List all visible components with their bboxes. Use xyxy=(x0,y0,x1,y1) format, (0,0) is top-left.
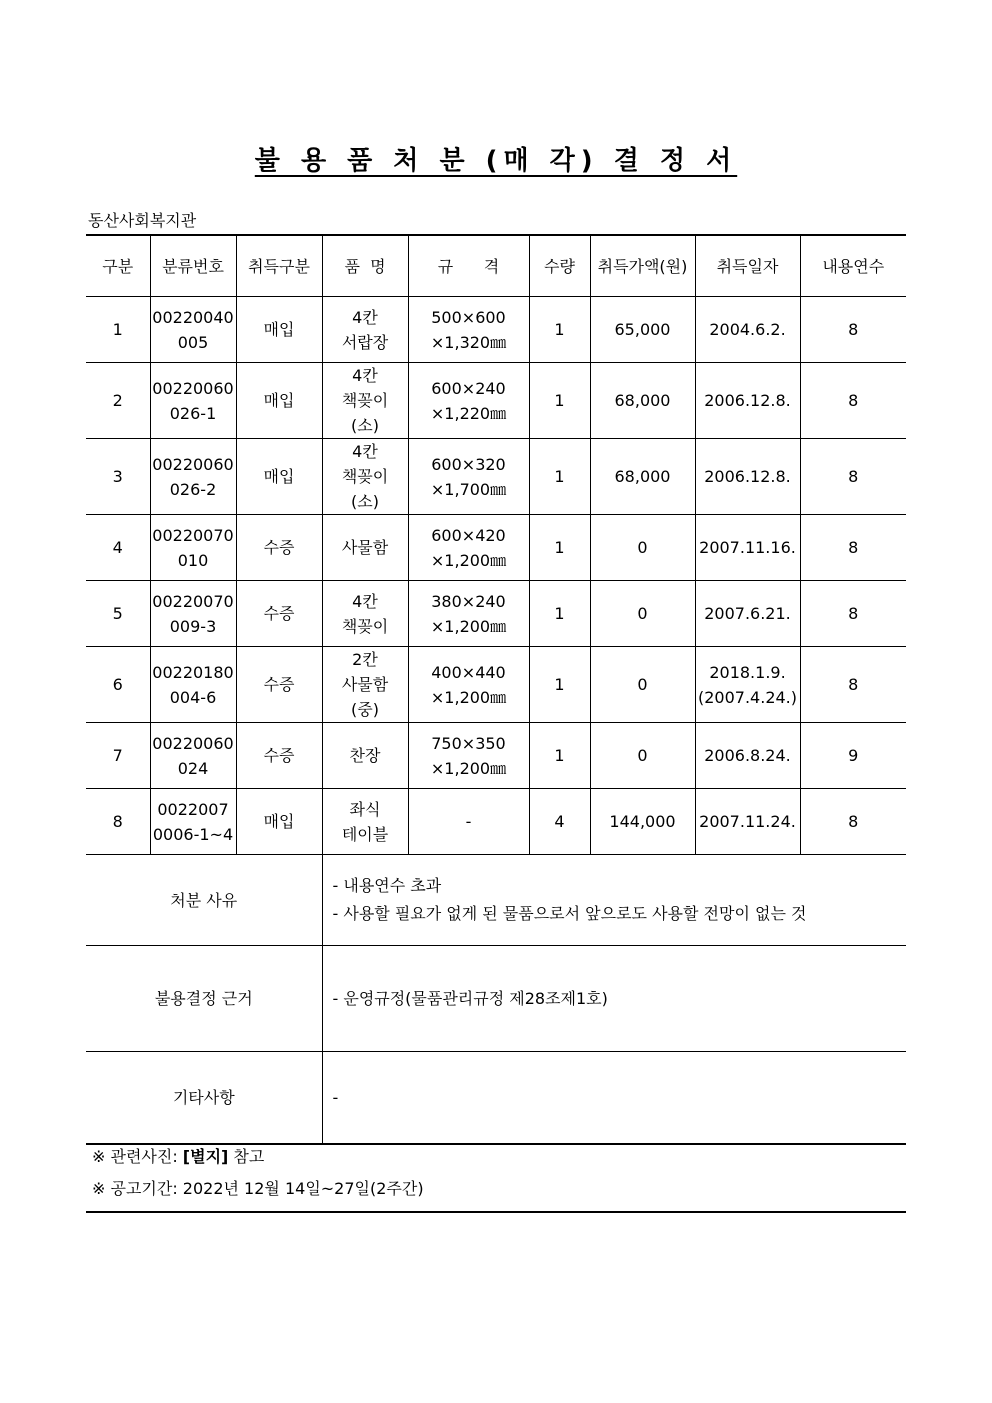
cell-qty: 1 xyxy=(529,515,590,581)
cell-type: 수증 xyxy=(236,647,322,723)
cell-date: 2004.6.2. xyxy=(695,297,800,363)
cell-price: 68,000 xyxy=(590,439,695,515)
cell-code: 00220060 024 xyxy=(150,723,236,789)
table-row xyxy=(86,363,906,439)
other-label: 기타사항 xyxy=(86,1052,322,1144)
cell-qty: 1 xyxy=(529,297,590,363)
cell-no: 2 xyxy=(86,363,150,439)
header-col-code: 분류번호 xyxy=(150,235,236,297)
cell-code: 00220180 004-6 xyxy=(150,647,236,723)
cell-type: 매입 xyxy=(236,363,322,439)
reason-content: - 내용연수 초과 - 사용할 필요가 없게 된 물품으로서 앞으로도 사용할 전망이 없는 것 xyxy=(322,855,906,946)
note-photo-prefix: ※ 관련사진: xyxy=(92,1147,183,1166)
header-col-life: 내용연수 xyxy=(800,235,906,297)
cell-code: 00220060 026-2 xyxy=(150,439,236,515)
cell-price: 0 xyxy=(590,723,695,789)
basis-label: 불용결정 근거 xyxy=(86,946,322,1052)
header-col-type: 취득구분 xyxy=(236,235,322,297)
cell-life: 8 xyxy=(800,363,906,439)
cell-type: 수증 xyxy=(236,515,322,581)
header-col-qty: 수량 xyxy=(529,235,590,297)
table-row xyxy=(86,581,906,647)
cell-date: 2006.8.24. xyxy=(695,723,800,789)
cell-qty: 1 xyxy=(529,647,590,723)
cell-date: 2007.6.21. xyxy=(695,581,800,647)
cell-price: 68,000 xyxy=(590,363,695,439)
cell-type: 매입 xyxy=(236,789,322,855)
cell-no: 3 xyxy=(86,439,150,515)
cell-price: 65,000 xyxy=(590,297,695,363)
header-col-spec: 규 격 xyxy=(408,235,529,297)
table-row xyxy=(86,723,906,789)
cell-item: 2칸 사물함 (중) xyxy=(322,647,408,723)
document-title-wrap xyxy=(0,140,992,177)
cell-item: 4칸 책꽂이 (소) xyxy=(322,363,408,439)
cell-type: 수증 xyxy=(236,581,322,647)
table-row xyxy=(86,789,906,855)
cell-price: 0 xyxy=(590,647,695,723)
cell-date: 2006.12.8. xyxy=(695,439,800,515)
cell-code: 00220040 005 xyxy=(150,297,236,363)
cell-spec: 600×320 ×1,700㎜ xyxy=(408,439,529,515)
cell-spec: 600×420 ×1,200㎜ xyxy=(408,515,529,581)
cell-life: 8 xyxy=(800,581,906,647)
cell-no: 5 xyxy=(86,581,150,647)
cell-item: 4칸 서랍장 xyxy=(322,297,408,363)
cell-type: 매입 xyxy=(236,297,322,363)
table-row xyxy=(86,439,906,515)
cell-item: 사물함 xyxy=(322,515,408,581)
cell-spec: 600×240 ×1,220㎜ xyxy=(408,363,529,439)
cell-no: 1 xyxy=(86,297,150,363)
table-header-row xyxy=(86,235,906,297)
cell-price: 0 xyxy=(590,515,695,581)
cell-code: 00220070 009-3 xyxy=(150,581,236,647)
note-photo-attachment: [별지] xyxy=(182,1147,229,1166)
cell-date: 2006.12.8. xyxy=(695,363,800,439)
cell-qty: 1 xyxy=(529,363,590,439)
cell-spec: 500×600 ×1,320㎜ xyxy=(408,297,529,363)
basis-row xyxy=(86,946,906,1052)
reason-label: 처분 사유 xyxy=(86,855,322,946)
cell-spec: 750×350 ×1,200㎜ xyxy=(408,723,529,789)
header-col-price: 취득가액(원) xyxy=(590,235,695,297)
reason-row xyxy=(86,855,906,946)
table-row xyxy=(86,647,906,723)
cell-item: 4칸 책꽂이 (소) xyxy=(322,439,408,515)
cell-item: 4칸 책꽂이 xyxy=(322,581,408,647)
cell-qty: 4 xyxy=(529,789,590,855)
notes-section xyxy=(86,1141,906,1213)
other-row xyxy=(86,1052,906,1144)
cell-price: 144,000 xyxy=(590,789,695,855)
organization-name: 동산사회복지관 xyxy=(88,211,197,230)
cell-life: 8 xyxy=(800,789,906,855)
cell-date: 2007.11.16. xyxy=(695,515,800,581)
cell-date: 2007.11.24. xyxy=(695,789,800,855)
disposal-table xyxy=(86,234,906,1145)
note-period: ※ 공고기간: 2022년 12월 14일~27일(2주간) xyxy=(92,1179,424,1198)
cell-spec: 400×440 ×1,200㎜ xyxy=(408,647,529,723)
cell-spec: - xyxy=(408,789,529,855)
header-col-no: 구분 xyxy=(86,235,150,297)
document-title: 불 용 품 처 분 (매 각) 결 정 서 xyxy=(254,146,738,176)
cell-type: 수증 xyxy=(236,723,322,789)
cell-code: 0022007 0006-1~4 xyxy=(150,789,236,855)
cell-date: 2018.1.9. (2007.4.24.) xyxy=(695,647,800,723)
cell-qty: 1 xyxy=(529,581,590,647)
table-row xyxy=(86,297,906,363)
note-photo xyxy=(86,1141,906,1173)
cell-no: 8 xyxy=(86,789,150,855)
other-content: - xyxy=(322,1052,906,1144)
note-photo-suffix: 참고 xyxy=(228,1147,265,1166)
cell-item: 좌식 테이블 xyxy=(322,789,408,855)
cell-no: 4 xyxy=(86,515,150,581)
basis-content: - 운영규정(물품관리규정 제28조제1호) xyxy=(322,946,906,1052)
cell-no: 7 xyxy=(86,723,150,789)
cell-qty: 1 xyxy=(529,439,590,515)
header-col-item: 품 명 xyxy=(322,235,408,297)
cell-price: 0 xyxy=(590,581,695,647)
cell-life: 9 xyxy=(800,723,906,789)
cell-code: 00220060 026-1 xyxy=(150,363,236,439)
header-col-date: 취득일자 xyxy=(695,235,800,297)
cell-type: 매입 xyxy=(236,439,322,515)
cell-spec: 380×240 ×1,200㎜ xyxy=(408,581,529,647)
cell-life: 8 xyxy=(800,515,906,581)
cell-life: 8 xyxy=(800,297,906,363)
cell-qty: 1 xyxy=(529,723,590,789)
cell-no: 6 xyxy=(86,647,150,723)
cell-code: 00220070 010 xyxy=(150,515,236,581)
cell-item: 찬장 xyxy=(322,723,408,789)
table-row xyxy=(86,515,906,581)
cell-life: 8 xyxy=(800,439,906,515)
cell-life: 8 xyxy=(800,647,906,723)
